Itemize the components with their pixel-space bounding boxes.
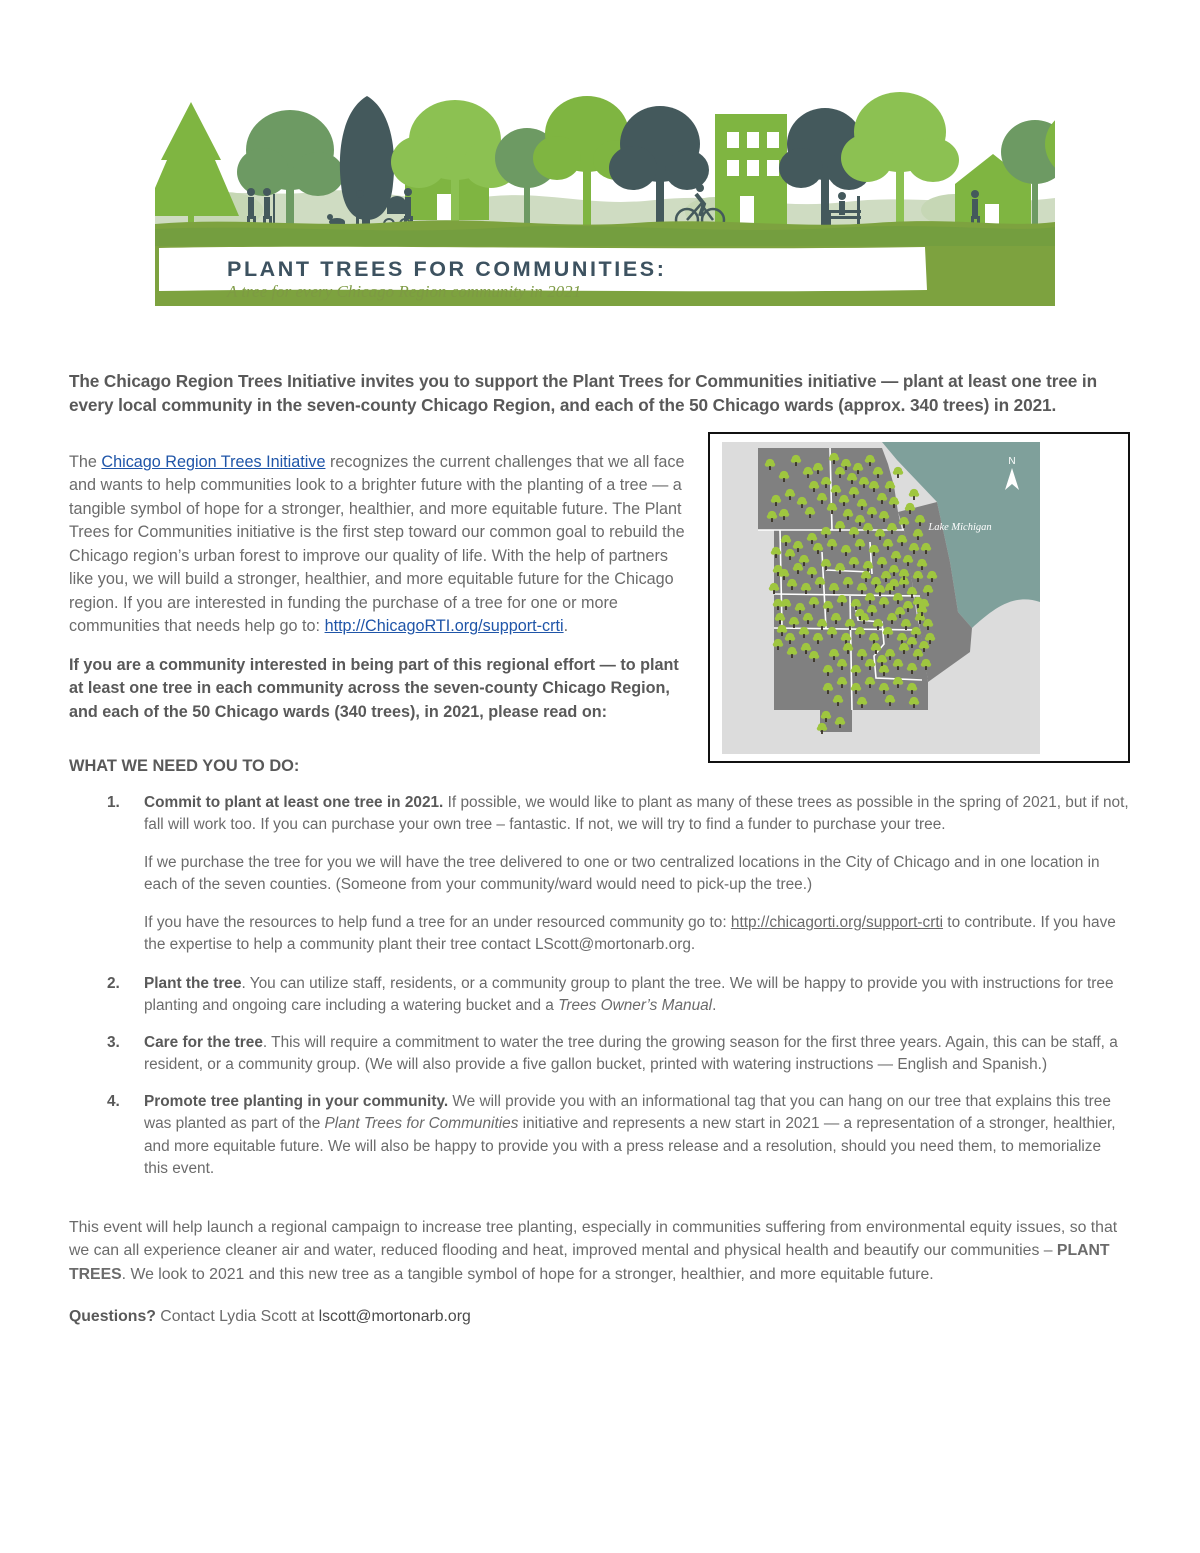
closing-paragraph (69, 1216, 1129, 1286)
list-item (107, 792, 1129, 957)
list-item (107, 973, 1129, 1018)
list-item-number: 1. (107, 794, 120, 811)
list-item-body (144, 792, 1129, 957)
section-title-what-we-need: WHAT WE NEED YOU TO DO: (69, 757, 300, 775)
list-item-number: 3. (107, 1033, 120, 1051)
list-item-number: 2. (107, 974, 120, 992)
list-item-text: . You can utilize staff, residents, or a community group to plant the tree. We will be happy to provide you with instructions for tree planting and ongoing care including a watering bucket and a (144, 974, 1114, 1015)
contact-email[interactable]: lscott@mortonarb.org (318, 1308, 471, 1325)
list-item-subparagraph: If we purchase the tree for you we will have the tree delivered to one or two centralized locations in the City of Chicago and in one location in each of the seven counties. (Someone from your community/ward would need to pick-up the tree.) (144, 853, 1100, 894)
intro-paragraph (69, 451, 694, 639)
list-item-text: If possible, we would like to plant as many of these trees as possible in the spring of 2021, but if not, fall will work too. If you can purchase your own tree – fantastic. If not, we will try to find a funder to purchase your tree. (144, 794, 1129, 834)
list-item-body (144, 1032, 1129, 1077)
list-item-body (144, 1091, 1129, 1181)
regional-effort-paragraph: If you are a community interested in being part of this regional effort — to plant at least one tree in each community across the seven-county Chicago Region, and each of the 50 Chicago wards (340 trees), in 2021, please read on: (69, 656, 679, 721)
banner-subtitle-text: A tree for every Chicago Region community in 2021 (227, 282, 582, 301)
list-item-body (144, 973, 1129, 1018)
questions-label: Questions? (69, 1308, 156, 1325)
list-item-text: We will provide you with an informational tag that you can hang on our tree that explains this tree was planted as part of the (144, 1092, 1111, 1133)
intro-trailing-period: . (563, 617, 569, 636)
north-label: N (1008, 456, 1016, 467)
closing-part1: This event will help launch a regional campaign to increase tree planting, especially in communities suffering from environmental equity issues, so that we can all experience cleaner air and water, reduced flooding and heat, improved mental and physical health and beautify our communities – (69, 1219, 1118, 1260)
list-item-subparagraph-link (144, 912, 1129, 957)
list-item (107, 1032, 1129, 1077)
questions-line (69, 1308, 471, 1326)
list-item-lead: Promote tree planting in your community. (144, 1092, 449, 1110)
instructions-list (107, 792, 1129, 1192)
closing-part2: . We look to 2021 and this new tree as a tangible symbol of hope for a stronger, healthier, and more equitable future. (121, 1265, 934, 1283)
list-item (107, 1091, 1129, 1181)
page-headline: The Chicago Region Trees Initiative invites you to support the Plant Trees for Communities initiative — plant at least one tree in every local community in the seven-county Chicago Region, and each of the 50 Chicago wards (approx. 340 trees) in 2021. (69, 371, 1097, 416)
sub-link-after: to contribute. If you have the expertise to help a community plant their tree contact LScott@mortonarb.org. (144, 913, 1116, 954)
list-item-lead: Plant the tree (144, 974, 242, 992)
intro-after-link: recognizes the current challenges that we all face and wants to help communities look to a brighter future with the planting of a tree — a tangible symbol of hope for a stronger, healthier, and more equitable future. The Plant Trees for Communities initiative is the first step toward our common goal to rebuild the Chicago region’s urban forest to improve our quality of life. With the help of partners like you, we will build a stronger, healthier, and more equitable future for the Chicago region. If you are interested in funding the purchase of a tree for one or more communities that needs help go to: (69, 453, 685, 636)
list-item-text-tail: . (712, 997, 717, 1015)
list-item-number: 4. (107, 1092, 120, 1110)
list-item-text-tail: initiative and represents a new start in 2021 — a representation of a stronger, healthier, and more equitable future. We will also be happy to provide you with a press release and a resolution, should you need them, to memorialize this event. (144, 1115, 1116, 1178)
list-item-lead: Commit to plant at least one tree in 2021. (144, 794, 444, 811)
list-item-italic: Plant Trees for Communities (324, 1115, 519, 1133)
questions-text: Contact Lydia Scott at (155, 1308, 319, 1325)
intro-before-link: The (69, 453, 102, 471)
chicagorti-support-link[interactable]: http://chicagorti.org/support-crti (730, 913, 944, 931)
list-item-lead: Care for the tree (144, 1033, 263, 1051)
sub-link-before: If you have the resources to help fund a tree for an under resourced community go to: (144, 913, 731, 931)
list-item-italic: Trees Owner’s Manual (558, 997, 713, 1015)
banner-title-text: PLANT TREES FOR COMMUNITIES: (227, 257, 667, 281)
map-canvas (722, 442, 1040, 754)
chicago-region-map (708, 432, 1130, 763)
support-crti-url-link[interactable]: http://ChicagoRTI.org/support-crti (324, 617, 564, 636)
list-item-text: . This will require a commitment to water the tree during the growing season for the first three years. Again, this can be staff, a resident, or a community group. (We will also provide a five gallon bucket, printed with watering instructions — English and Spanish.) (144, 1033, 1118, 1074)
banner-illustration (155, 88, 1055, 306)
crti-link[interactable]: Chicago Region Trees Initiative (101, 453, 326, 471)
lake-michigan-label: Lake Michigan (928, 522, 992, 533)
closing-emphasis: PLANT TREES (69, 1242, 1110, 1283)
